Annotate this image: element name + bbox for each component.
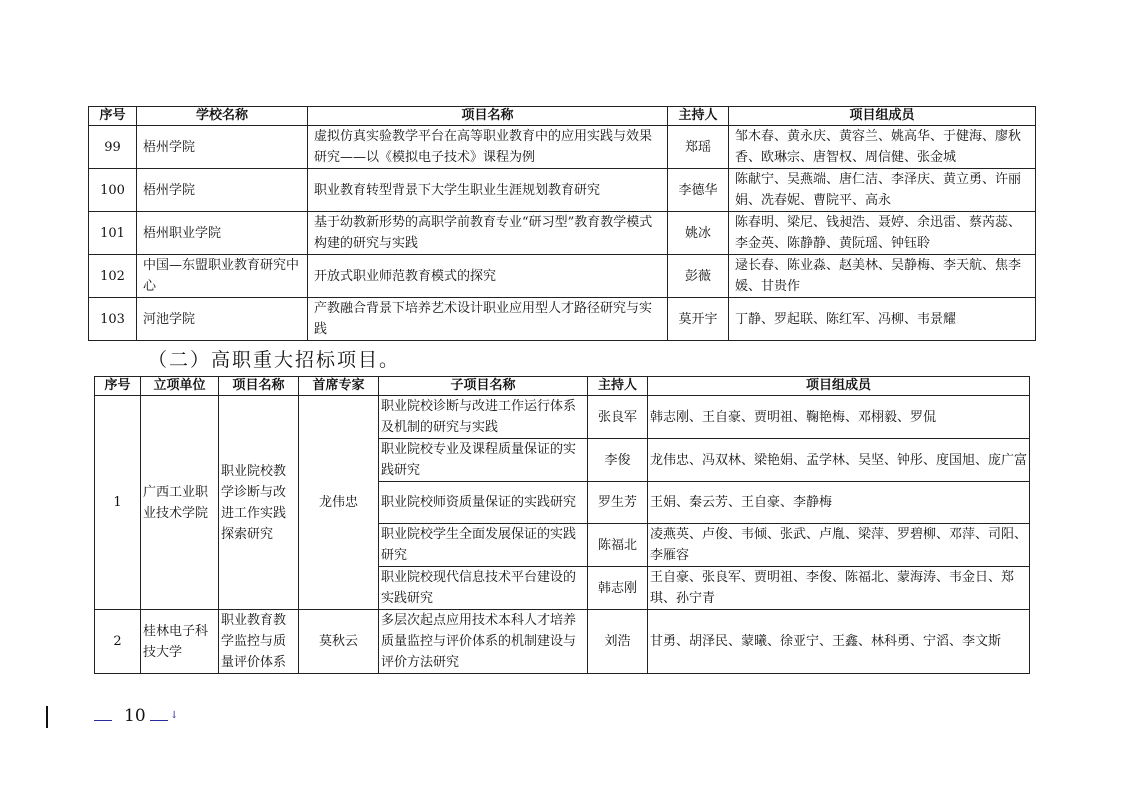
- sub-members: 凌燕英、卢俊、韦倾、张武、卢胤、梁萍、罗碧柳、邓萍、司阳、李雁容: [648, 524, 1030, 567]
- header-project: 项目名称: [219, 377, 299, 396]
- sub-name: 职业院校诊断与改进工作运行体系及机制的研究与实践: [379, 396, 588, 439]
- table-header-row: [95, 377, 1030, 396]
- header-no: 序号: [95, 377, 141, 396]
- header-subproject: 子项目名称: [379, 377, 588, 396]
- dash-left: [94, 720, 112, 721]
- group-unit: 广西工业职业技术学院: [141, 396, 219, 610]
- sub-name: 职业院校师资质量保证的实践研究: [379, 482, 588, 524]
- group-expert: 龙伟忠: [299, 396, 379, 610]
- header-unit: 立项单位: [141, 377, 219, 396]
- sub-name: 职业院校专业及课程质量保证的实践研究: [379, 439, 588, 482]
- row-school: 梧州职业学院: [137, 212, 308, 255]
- page-number: 10: [124, 706, 146, 726]
- sub-name: 职业院校现代信息技术平台建设的实践研究: [379, 567, 588, 610]
- group-project: 职业教育教学监控与质量评价体系: [219, 610, 299, 674]
- row-members: 逯长春、陈业淼、赵美林、吴静梅、李天航、焦李媛、甘贵作: [729, 255, 1036, 298]
- sub-members: 龙伟忠、冯双林、梁艳娟、孟学林、吴坚、钟彤、度国旭、庞广富: [648, 439, 1030, 482]
- sub-leader: 陈福北: [588, 524, 648, 567]
- table-row: [95, 610, 1030, 674]
- row-no: 101: [89, 212, 137, 255]
- header-no: 序号: [89, 107, 137, 126]
- row-no: 102: [89, 255, 137, 298]
- header-leader: 主持人: [668, 107, 729, 126]
- table-row: [95, 396, 1030, 439]
- row-leader: 姚冰: [668, 212, 729, 255]
- sub-leader: 张良军: [588, 396, 648, 439]
- row-school: 梧州学院: [137, 126, 308, 169]
- table-row: [89, 255, 1036, 298]
- row-members: 陈春明、梁尼、钱昶浩、聂婷、余迅雷、蔡芮蕊、李金英、陈静静、黄阮瑶、钟钰聆: [729, 212, 1036, 255]
- row-no: 100: [89, 169, 137, 212]
- table-row: [89, 169, 1036, 212]
- major-bidding-projects-table: [94, 376, 1030, 674]
- group-project: 职业院校教学诊断与改进工作实践探索研究: [219, 396, 299, 610]
- dash-right: [150, 720, 168, 721]
- sub-leader: 韩志刚: [588, 567, 648, 610]
- row-leader: 彭薇: [668, 255, 729, 298]
- header-members: 项目组成员: [648, 377, 1030, 396]
- header-project: 项目名称: [308, 107, 668, 126]
- sub-name: 职业院校学生全面发展保证的实践研究: [379, 524, 588, 567]
- header-leader: 主持人: [588, 377, 648, 396]
- row-no: 99: [89, 126, 137, 169]
- sub-leader: 罗生芳: [588, 482, 648, 524]
- row-project: 开放式职业师范教育模式的探究: [308, 255, 668, 298]
- header-expert: 首席专家: [299, 377, 379, 396]
- sub-leader: 李俊: [588, 439, 648, 482]
- row-leader: 郑瑶: [668, 126, 729, 169]
- row-leader: 莫开宇: [668, 298, 729, 341]
- table-header-row: [89, 107, 1036, 126]
- table-row: [89, 212, 1036, 255]
- school-projects-table: [88, 106, 1036, 341]
- sub-leader: 刘浩: [588, 610, 648, 674]
- header-members: 项目组成员: [729, 107, 1036, 126]
- row-members: 丁静、罗起联、陈红军、冯柳、韦景耀: [729, 298, 1036, 341]
- group-expert: 莫秋云: [299, 610, 379, 674]
- row-project: 基于幼教新形势的高职学前教育专业“研习型”教育教学模式构建的研究与实践: [308, 212, 668, 255]
- header-school: 学校名称: [137, 107, 308, 126]
- row-school: 中国—东盟职业教育研究中心: [137, 255, 308, 298]
- row-no: 103: [89, 298, 137, 341]
- row-members: 邹木春、黄永庆、黄容兰、姚高华、于健海、廖秋香、欧琳宗、唐智权、周信健、张金城: [729, 126, 1036, 169]
- row-school: 梧州学院: [137, 169, 308, 212]
- paragraph-mark-icon: ↓: [170, 710, 179, 721]
- row-project: 产教融合背景下培养艺术设计职业应用型人才路径研究与实践: [308, 298, 668, 341]
- group-no: 1: [95, 396, 141, 610]
- group-no: 2: [95, 610, 141, 674]
- sub-members: 王娟、秦云芳、王自豪、李静梅: [648, 482, 1030, 524]
- row-leader: 李德华: [668, 169, 729, 212]
- page-footer: [46, 700, 246, 730]
- table-row: [89, 298, 1036, 341]
- sub-name: 多层次起点应用技术本科人才培养质量监控与评价体系的机制建设与评价方法研究: [379, 610, 588, 674]
- row-project: 职业教育转型背景下大学生职业生涯规划教育研究: [308, 169, 668, 212]
- row-members: 陈献宁、吴燕端、唐仁洁、李泽庆、黄立勇、许丽娟、冼春妮、曹院平、高永: [729, 169, 1036, 212]
- row-project: 虚拟仿真实验教学平台在高等职业教育中的应用实践与效果研究——以《模拟电子技术》课程为例: [308, 126, 668, 169]
- sub-members: 甘勇、胡泽民、蒙曦、徐亚宁、王鑫、林科勇、宁滔、李文斯: [648, 610, 1030, 674]
- sub-members: 韩志刚、王自豪、贾明祖、鞠艳梅、邓栩毅、罗侃: [648, 396, 1030, 439]
- section-title: （二）高职重大招标项目。: [148, 349, 401, 371]
- sub-members: 王自豪、张良军、贾明祖、李俊、陈福北、蒙海涛、韦金日、郑琪、孙宁青: [648, 567, 1030, 610]
- margin-bar: [46, 706, 48, 728]
- group-unit: 桂林电子科技大学: [141, 610, 219, 674]
- table-row: [89, 126, 1036, 169]
- row-school: 河池学院: [137, 298, 308, 341]
